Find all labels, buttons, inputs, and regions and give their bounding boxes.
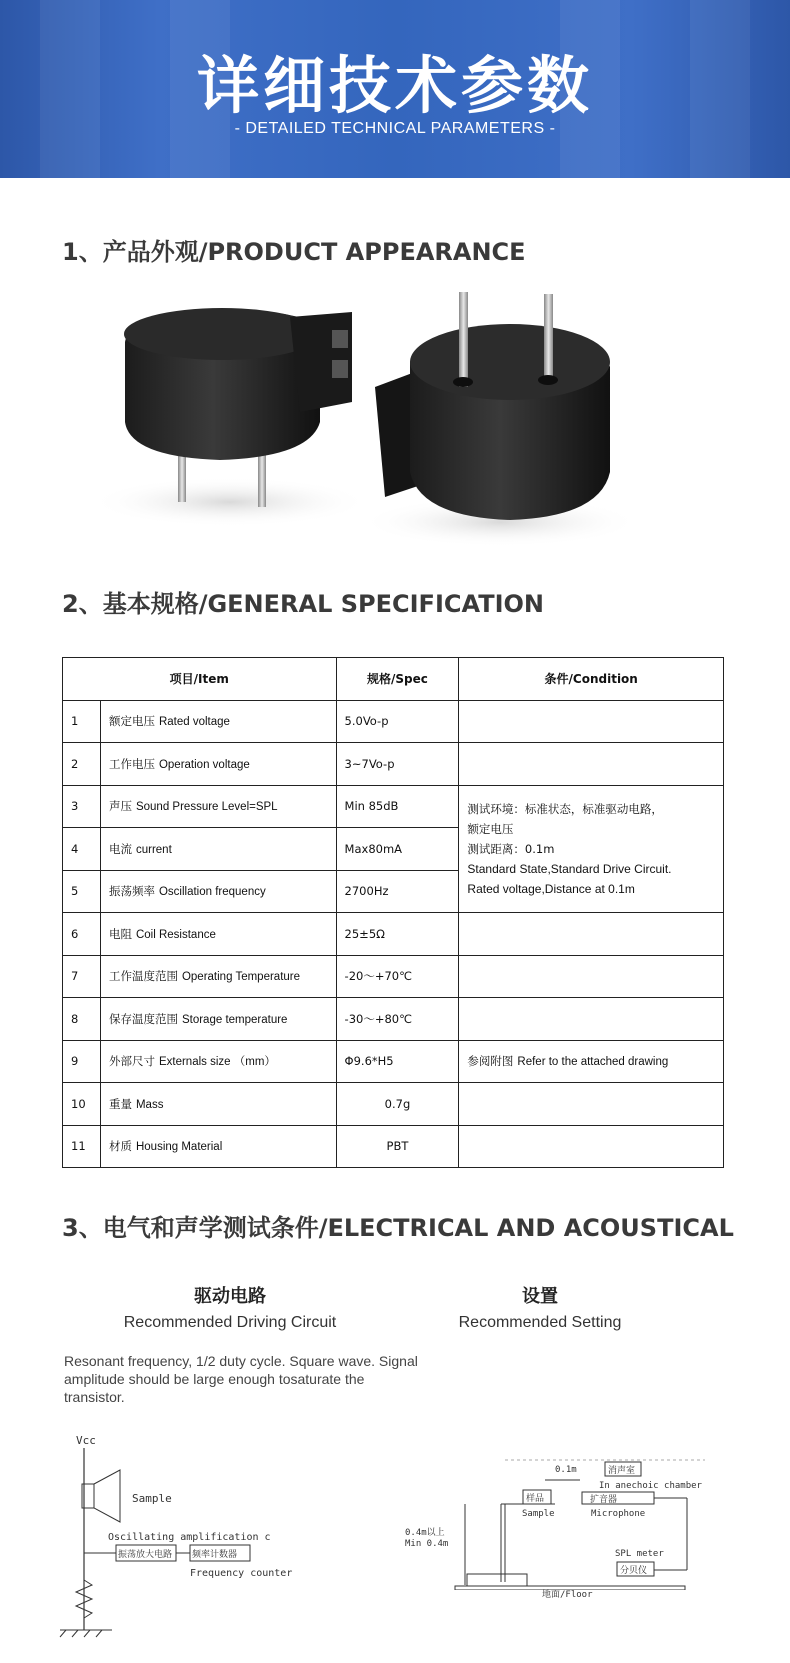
- freq-label: Frequency counter: [190, 1568, 293, 1579]
- row-spec: Min 85dB: [336, 785, 459, 828]
- row-condition: [459, 743, 724, 786]
- row-number: 3: [63, 785, 101, 828]
- row-number: 10: [63, 1083, 101, 1126]
- buzzer-right: [375, 292, 610, 520]
- row-item: 外部尺寸 Externals size （mm）: [100, 1040, 336, 1083]
- spl-label: SPL meter: [615, 1549, 664, 1559]
- header-item: 项目/Item: [63, 658, 337, 701]
- mic-cn: 扩音器: [590, 1495, 618, 1505]
- table-row: [63, 913, 724, 956]
- table-row: [63, 743, 724, 786]
- osc-label: Oscillating amplification c: [108, 1532, 271, 1543]
- row-condition: [459, 700, 724, 743]
- row-item: 材质 Housing Material: [100, 1125, 336, 1168]
- row-spec: 3~7Vo-p: [336, 743, 459, 786]
- row-item: 额定电压 Rated voltage: [100, 700, 336, 743]
- row-spec: -30～+80℃: [336, 998, 459, 1041]
- circuit-note: Resonant frequency, 1/2 duty cycle. Square wave. Signal amplitude should be large enough tosaturate the transistor.: [64, 1353, 418, 1405]
- height-en: Min 0.4m: [405, 1539, 449, 1549]
- floor-label: 地面/Floor: [542, 1590, 593, 1600]
- circuit-heading: 驱动电路 Recommended Driving Circuit: [123, 1286, 337, 1331]
- table-row: [63, 1083, 724, 1126]
- chamber-en: In anechoic chamber: [599, 1481, 702, 1491]
- section-title-general: 2、基本规格/GENERAL SPECIFICATION: [62, 590, 544, 618]
- table-row: [63, 785, 724, 828]
- row-condition: [459, 1083, 724, 1126]
- row-spec: 5.0Vo-p: [336, 700, 459, 743]
- spl-cn: 分贝仪: [620, 1566, 648, 1576]
- row-spec: 25±5Ω: [336, 913, 459, 956]
- row-number: 9: [63, 1040, 101, 1083]
- row-condition: 参阅附图 Refer to the attached drawing: [459, 1040, 724, 1083]
- spec-table: [62, 657, 724, 1168]
- page-title: 详细技术参数: [196, 49, 593, 122]
- row-item: 工作温度范围 Operating Temperature: [100, 955, 336, 998]
- table-row: [63, 1125, 724, 1168]
- sample-label: Sample: [132, 1492, 172, 1505]
- table-row: [63, 1040, 724, 1083]
- table-row: [63, 955, 724, 998]
- osc-box-label: 振荡放大电路: [118, 1550, 173, 1560]
- page-subtitle: - DETAILED TECHNICAL PARAMETERS -: [234, 120, 556, 137]
- row-condition: [459, 955, 724, 998]
- row-number: 4: [63, 828, 101, 871]
- row-number: 7: [63, 955, 101, 998]
- setting-diagram: [405, 1450, 715, 1590]
- row-spec: PBT: [336, 1125, 459, 1168]
- header-condition: 条件/Condition: [459, 658, 724, 701]
- distance-label: 0.1m: [555, 1465, 577, 1475]
- row-spec: -20～+70℃: [336, 955, 459, 998]
- table-header-row: [63, 658, 724, 701]
- product-photo: [100, 272, 700, 572]
- row-number: 5: [63, 870, 101, 913]
- row-number: 6: [63, 913, 101, 956]
- mic-en: Microphone: [591, 1509, 646, 1519]
- row-item: 电流 current: [100, 828, 336, 871]
- floor-label-area: [540, 1586, 680, 1602]
- row-spec: 2700Hz: [336, 870, 459, 913]
- header-spec: 规格/Spec: [336, 658, 459, 701]
- row-condition: [459, 998, 724, 1041]
- setting-heading: 设置 Recommended Setting: [458, 1286, 622, 1331]
- driving-circuit-diagram: [56, 1430, 346, 1640]
- section-title-appearance: 1、产品外观/PRODUCT APPEARANCE: [62, 238, 526, 266]
- row-number: 11: [63, 1125, 101, 1168]
- sample-en: Sample: [522, 1509, 555, 1519]
- row-item: 保存温度范围 Storage temperature: [100, 998, 336, 1041]
- height-cn: 0.4m以上: [405, 1528, 445, 1538]
- vcc-label: Vcc: [76, 1434, 96, 1447]
- merged-condition: 测试环境：标准状态，标准驱动电路， 额定电压 测试距离：0.1m Standard State,Standard Drive Circuit. Rated voltage,Distance at 0.1m: [459, 785, 724, 913]
- row-number: 2: [63, 743, 101, 786]
- row-number: 1: [63, 700, 101, 743]
- row-condition: [459, 913, 724, 956]
- row-spec: 0.7g: [336, 1083, 459, 1126]
- table-row: [63, 700, 724, 743]
- row-item: 重量 Mass: [100, 1083, 336, 1126]
- row-spec: Max80mA: [336, 828, 459, 871]
- row-number: 8: [63, 998, 101, 1041]
- freq-box-label: 频率计数器: [192, 1550, 238, 1560]
- header-banner: [0, 0, 790, 178]
- row-item: 工作电压 Operation voltage: [100, 743, 336, 786]
- chamber-cn: 消声室: [608, 1466, 636, 1476]
- sample-cn: 样品: [526, 1494, 545, 1504]
- row-item: 振荡频率 Oscillation frequency: [100, 870, 336, 913]
- row-item: 声压 Sound Pressure Level=SPL: [100, 785, 336, 828]
- row-condition: [459, 1125, 724, 1168]
- row-spec: Φ9.6*H5: [336, 1040, 459, 1083]
- table-row: [63, 998, 724, 1041]
- section-title-electrical: 3、电气和声学测试条件/ELECTRICAL AND ACOUSTICAL: [62, 1214, 734, 1242]
- row-item: 电阻 Coil Resistance: [100, 913, 336, 956]
